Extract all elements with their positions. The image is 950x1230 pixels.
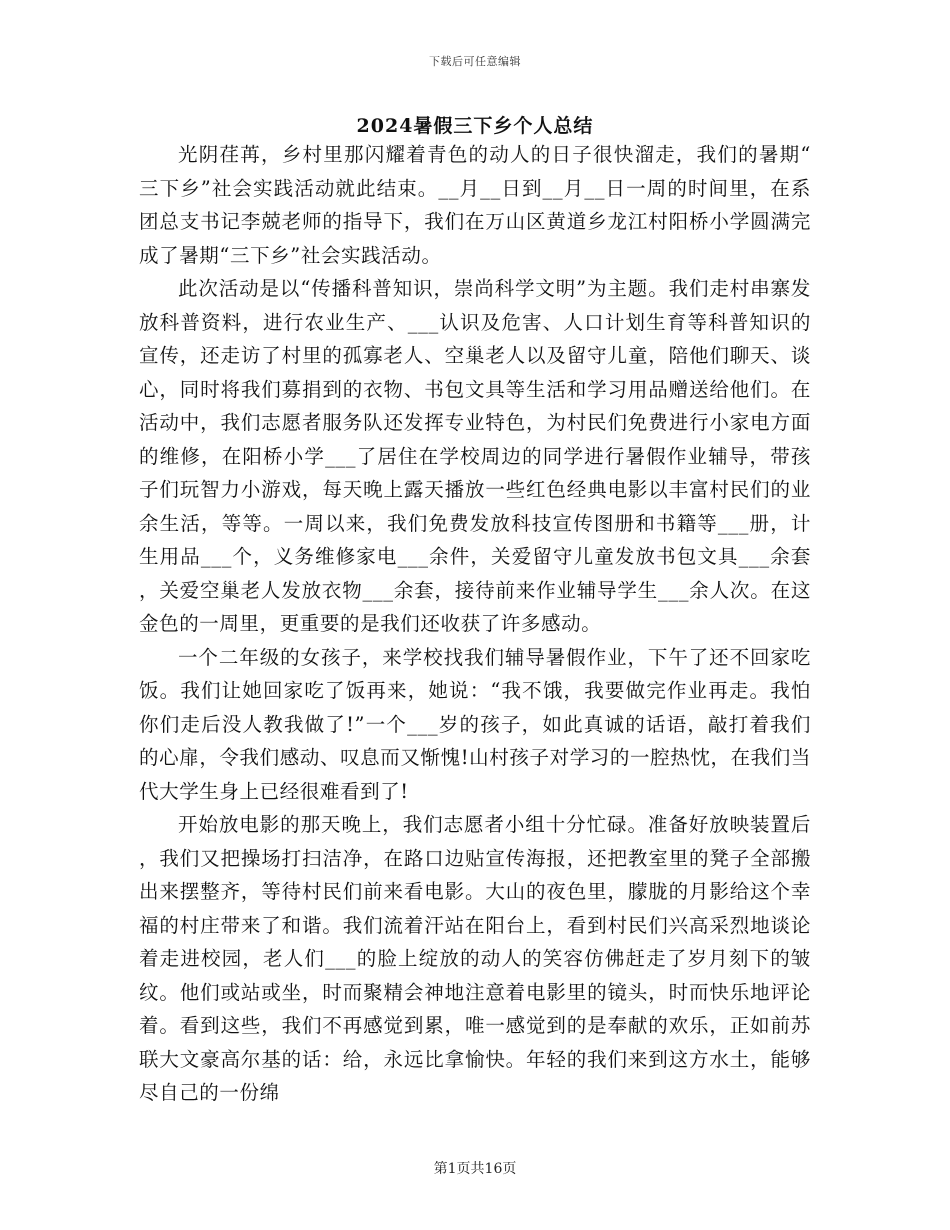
page-footer: 第1页共16页 bbox=[433, 1161, 517, 1177]
header-note: 下载后可任意编辑 bbox=[429, 55, 521, 68]
paragraph-3: 一个二年级的女孩子，来学校找我们辅导暑假作业，下午了还不回家吃饭。我们让她回家吃了饭再来，她说：“我不饿，我要做完作业再走。我怕你们走后没人教我做了!”一个___岁的孩子，如此真诚的话语，敲打着我们的心扉，令我们感动、叹息而又惭愧!山村孩子对学习的一腔热忱，在我们当代大学生身上已经很难看到了! bbox=[139, 645, 811, 803]
paragraph-2: 此次活动是以“传播科普知识，崇尚科学文明”为主题。我们走村串寨发放科普资料，进行农业生产、___认识及危害、人口计划生育等科普知识的宣传，还走访了村里的孤寡老人、空巢老人以及留守儿童，陪他们聊天、谈心，同时将我们募捐到的衣物、书包文具等生活和学习用品赠送给他们。在活动中，我们志愿者服务队还发挥专业特色，为村民们免费进行小家电方面的维修，在阳桥小学___了居住在学校周边的同学进行暑假作业辅导，带孩子们玩智力小游戏，每天晚上露天播放一些红色经典电影以丰富村民们的业余生活，等等。一周以来，我们免费发放科技宣传图册和书籍等___册，计生用品___个，义务维修家电___余件，关爱留守儿童发放书包文具___余套，关爱空巢老人发放衣物___余套，接待前来作业辅导学生___余人次。在这金色的一周里，更重要的是我们还收获了许多感动。 bbox=[139, 277, 811, 635]
document-body bbox=[139, 138, 811, 1110]
paragraph-4: 开始放电影的那天晚上，我们志愿者小组十分忙碌。准备好放映装置后，我们又把操场打扫洁净，在路口边贴宣传海报，还把教室里的凳子全部搬出来摆整齐，等待村民们前来看电影。大山的夜色里，朦胧的月影给这个幸福的村庄带来了和谐。我们流着汗站在阳台上，看到村民们兴高采烈地谈论着走进校园，老人们___的脸上绽放的动人的笑容仿佛赶走了岁月刻下的皱纹。他们或站或坐，时而聚精会神地注意着电影里的镜头，时而快乐地评论着。看到这些，我们不再感觉到累，唯一感觉到的是奉献的欢乐，正如前苏联大文豪高尔基的话：给，永远比拿愉快。年轻的我们来到这方水土，能够尽自己的一份绵 bbox=[139, 813, 811, 1104]
paragraph-1: 光阴荏苒，乡村里那闪耀着青色的动人的日子很快溜走，我们的暑期“三下乡”社会实践活动就此结束。__月__日到__月__日一周的时间里，在系团总支书记李兢老师的指导下，我们在万山区黄道乡龙江村阳桥小学圆满完成了暑期“三下乡”社会实践活动。 bbox=[139, 143, 811, 267]
document-title: 2024暑假三下乡个人总结 bbox=[356, 115, 594, 137]
